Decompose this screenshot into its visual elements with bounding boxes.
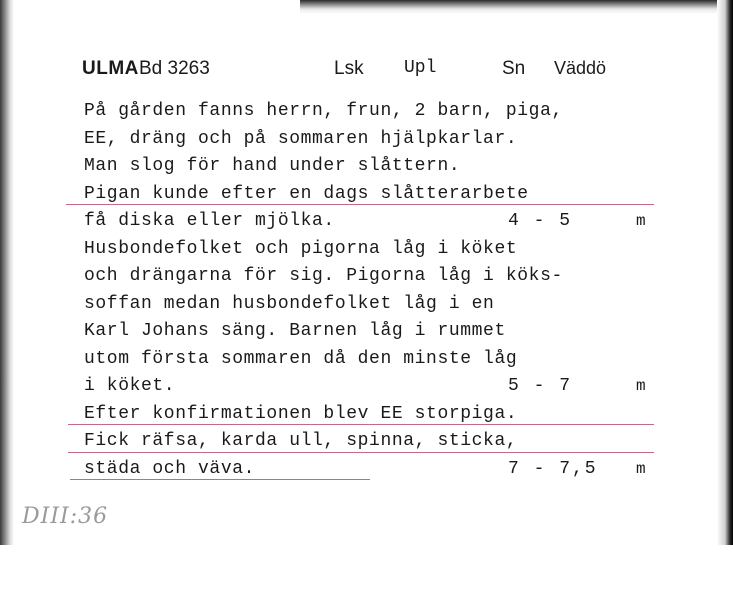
text-line-with-age: städa och väva. 7 - 7,5 m <box>84 456 684 484</box>
age-range: 7 - 7,5 <box>508 458 598 479</box>
handwritten-signature: DIII:36 <box>22 504 109 529</box>
text-line: Karl Johans säng. Barnen låg i rummet <box>84 321 506 341</box>
text-line-underlined: Efter konfirmationen blev EE storpiga. <box>84 401 684 429</box>
text-line: Husbondefolket och pigorna låg i köket <box>84 238 518 259</box>
age-unit: m <box>636 377 647 395</box>
age-range: 4 - 5 <box>508 211 573 231</box>
landskap-label: Lsk <box>334 58 364 79</box>
text-line: och drängarna för sig. Pigorna låg i köks- <box>84 266 563 286</box>
landskap-value: Upl <box>404 58 437 78</box>
text-line: EE, dräng och på sommaren hjälpkarlar. <box>84 128 518 149</box>
age-range: 5 - 7 <box>508 376 573 396</box>
archive-code: Bd 3263 <box>139 58 210 79</box>
text-line-with-age: i köket. 5 - 7 m <box>84 373 684 401</box>
text-line-with-age: få diska eller mjölka. 4 - 5 m <box>84 208 684 236</box>
archive-name: ULMA <box>82 58 139 79</box>
text-line-underlined: Pigan kunde efter en dags slåtterarbete <box>84 181 684 209</box>
card-header <box>82 58 642 88</box>
text-line: soffan medan husbondefolket låg i en <box>84 293 495 314</box>
socken-label: Sn <box>502 58 526 79</box>
scan-top-edge <box>300 0 720 18</box>
text-line-underlined: Fick räfsa, karda ull, spinna, sticka, <box>84 428 684 456</box>
card-body <box>84 98 684 483</box>
scan-right-edge <box>717 0 733 545</box>
text-line: utom första sommaren då den minste låg <box>84 348 518 369</box>
text-line: Man slog för hand under slåttern. <box>84 156 461 176</box>
text-line: På gården fanns herrn, frun, 2 barn, piga, <box>84 101 563 121</box>
age-unit: m <box>636 459 647 478</box>
age-unit: m <box>636 212 647 230</box>
socken-value: Väddö <box>554 58 607 78</box>
scan-left-edge <box>0 0 14 545</box>
